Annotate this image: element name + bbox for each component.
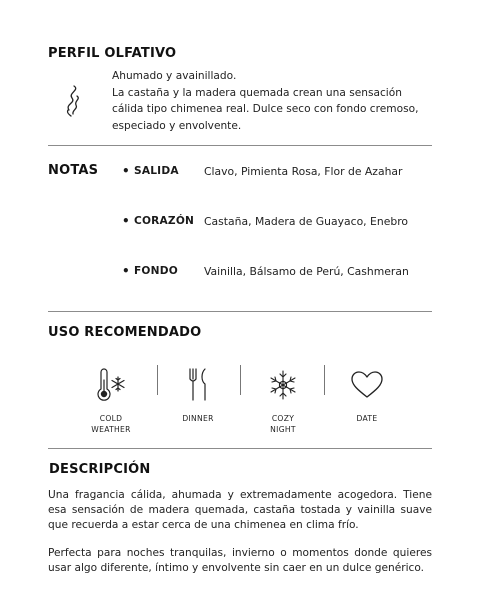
descripcion-paragraph-2: Perfecta para noches tranquilas, invierno o momentos donde quieres usar algo diferente, íntimo y envolvente sin caer en un dulce genérico.	[48, 547, 432, 574]
label-line-1: COZY	[271, 414, 295, 423]
perfil-line-1: Ahumado y avainillado.	[112, 70, 237, 82]
notas-title: NOTAS	[48, 163, 99, 178]
bullet: •	[122, 214, 130, 228]
label-line-1: COLD	[99, 414, 123, 423]
nota-fondo	[122, 264, 442, 280]
bullet: •	[122, 164, 130, 178]
smoke-icon	[60, 84, 86, 122]
separator	[240, 365, 241, 395]
perfil-title: PERFIL OLFATIVO	[48, 46, 177, 61]
descripcion-title: DESCRIPCIÓN	[49, 462, 151, 477]
nota-salida	[122, 164, 442, 180]
descripcion-paragraph-1: Una fragancia cálida, ahumada y extremadamente acogedora. Tiene esa sensación de madera quemada, castaña tostada y vainilla suave que recuerda a estar cerca de una chimenea en clima frío.	[48, 489, 432, 531]
heart-icon	[327, 370, 407, 400]
uso-item-cozy-night	[243, 368, 323, 402]
perfil-description	[112, 68, 434, 134]
nota-corazon	[122, 214, 442, 230]
perfil-line-2: La castaña y la madera quemada crean una sensación cálida tipo chimenea real. Dulce seco con fondo cremoso, especiado y envolvente.	[112, 86, 419, 132]
uso-item-dinner	[158, 367, 238, 403]
separator	[324, 365, 325, 395]
uso-item-cold-weather	[71, 368, 151, 402]
uso-item-date	[327, 370, 407, 400]
uso-label-cold-weather	[71, 413, 151, 435]
nota-value: Clavo, Pimienta Rosa, Flor de Azahar	[204, 165, 403, 178]
uso-label-date	[327, 413, 407, 424]
label-line-2: WEATHER	[91, 425, 131, 434]
divider	[48, 145, 432, 146]
bullet: •	[122, 264, 130, 278]
nota-name: SALIDA	[134, 165, 179, 177]
nota-value: Vainilla, Bálsamo de Perú, Cashmeran	[204, 265, 409, 278]
nota-value: Castaña, Madera de Guayaco, Enebro	[204, 215, 409, 228]
uso-label-cozy-night	[243, 413, 323, 435]
uso-title: USO RECOMENDADO	[48, 325, 202, 340]
divider	[48, 448, 432, 449]
nota-name: FONDO	[134, 265, 178, 277]
uso-label-dinner	[158, 413, 238, 424]
divider	[48, 311, 432, 312]
fork-knife-icon	[158, 367, 238, 403]
thermometer-snowflake-icon	[71, 368, 151, 402]
label-line-1: DINNER	[182, 414, 214, 423]
label-line-2: NIGHT	[270, 425, 296, 434]
snowflake-icon	[243, 368, 323, 402]
label-line-1: DATE	[356, 414, 378, 423]
nota-name: CORAZÓN	[134, 215, 195, 227]
